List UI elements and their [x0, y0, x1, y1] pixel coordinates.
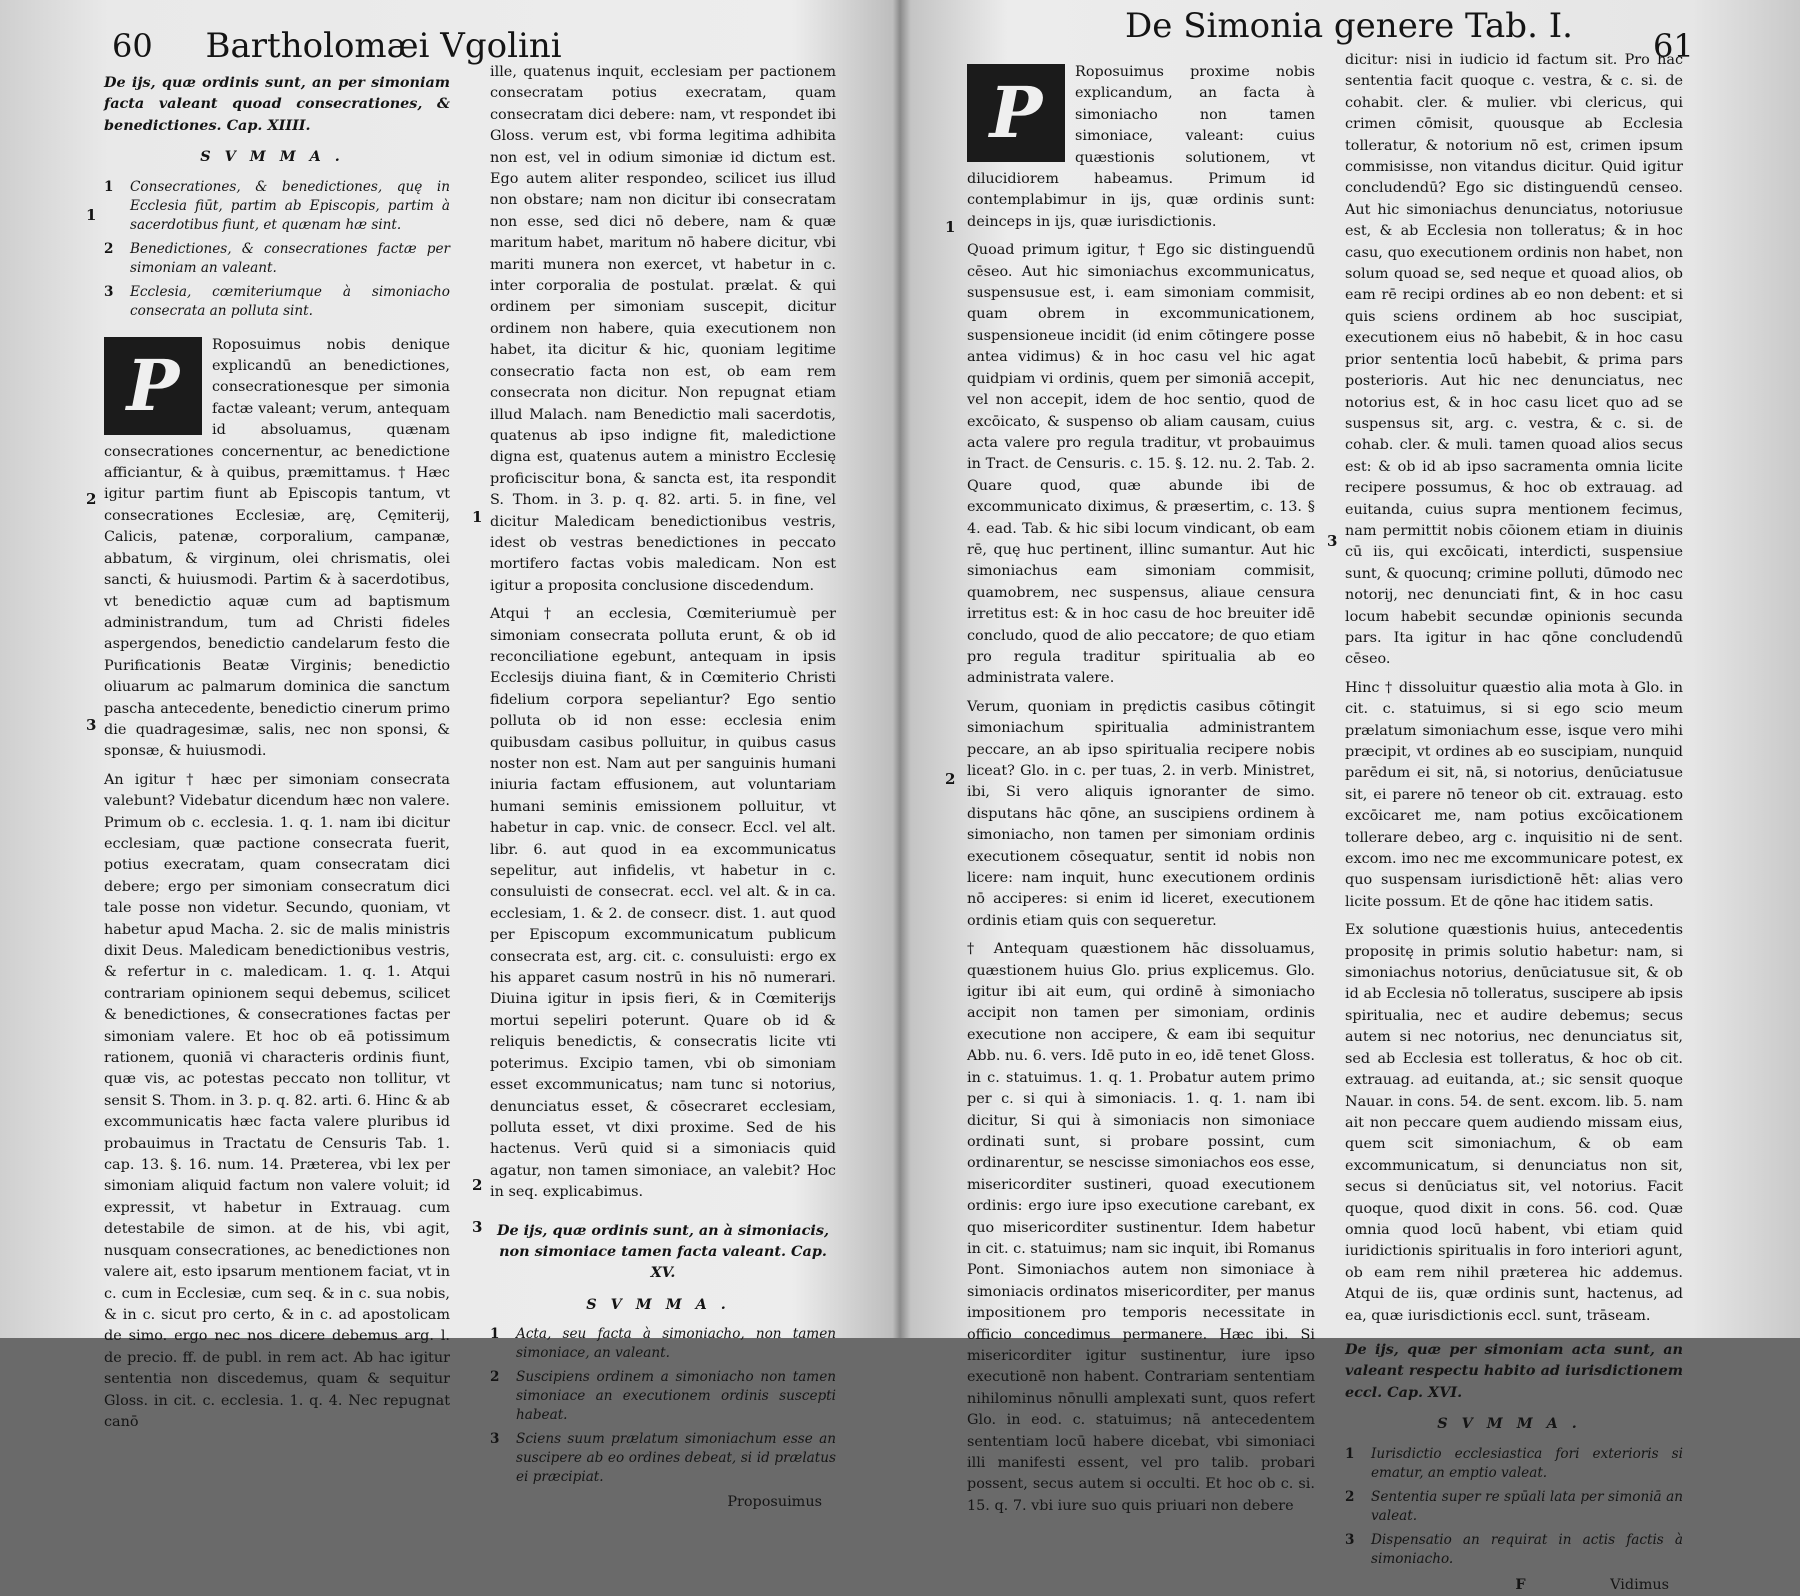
chapter-title-xiiii: De ijs, quæ ordinis sunt, an per simoniam facta valeant quoad consecrationes, & benedictiones. Cap. XIIII.	[104, 74, 450, 134]
paragraph: Quoad primum igitur, † Ego sic distinguendū cēseo. Aut hic simoniachus excommunicatus, suspensusue est, i. eam simoniam commisit, quam obrem in excommunicationem, suspensioneue incidit (id enim cōtingere posse antea vidimus) & in hoc casu vel hic agat quidpiam vi ordinis, quem per simoniā accepit, vel non accepit, idem de hoc sentio, quod de excōicato, & suspenso ob aliam causam, cuius acta valere pro regula traditur, vt probauimus in Tract. de Censuris. c. 15. §. 12. nu. 2. Tab. 2. Quare quod, quæ abunde ibi de excommunicato diximus, & præsertim, c. 13. § 4. ead. Tab. & hic sibi locum vindicant, ob eam rē, quę huc pertinent, illinc sumantur. Aut hic simoniachus eam simoniam commisit, quamobrem, nec suspensus, aliaue censura irretitus est: & in hoc casu de hoc breuiter idē concludo, quod de alio peccatore; de quo etiam pro regula traditur spiritualia ab eo administrata valere.	[967, 242, 1315, 687]
margin-number: 3	[1327, 532, 1338, 550]
paragraph: Ex solutione quæstionis huius, antecedentis propositę in primis solutio habetur: nam, si simoniachus notorius, denūciatusue sit, & ob id ab Ecclesia nō tolleratus, suscipere ab ipsis spiritualia, nec et audire debemus; secus autem si nec notorius, nec denunciatus sit, sed ab Ecclesia est tolleratus, & hoc ob cit. extrauag. ad euitanda, at.; sic sensit quoque Nauar. in cons. 54. de sent. excom. lib. 5. nam ait non peccare quem audiendo missam eius, quem scit simoniachum, & ob eam excommunicatum, si denunciatus non sit, secus si denūciatus sit, vel notorius. Facit quoque, quod dixit in cons. 56. cod. Quæ omnia quod locū habent, vbi etiam quid iuridictionis spiritualis in foro interiori agunt, ob eam rem nihil præterea hic addemus. Atqui de iis, quæ ordinis sunt, hactenus, ad ea, quæ iurisdictionis eccl. sunt, trāseam.	[1345, 922, 1683, 1324]
summa-heading: SVMMA.	[1437, 1415, 1591, 1433]
running-head-right-title: De Simonia genere Tab. I.	[1125, 6, 1573, 46]
margin-number: 1	[472, 508, 483, 526]
summary-item	[104, 240, 450, 278]
paragraph: † Antequam quæstionem hāc dissoluamus, quæstionem huius Glo. prius explicemus. Glo. igitur ibi ait eum, qui ordinē à simoniacho accipit non tamen per simoniam, ordinis executione non accipere, & eam ibi sequitur Abb. nu. 6. vers. Idē puto in eo, idē tenet Gloss. in c. statuimus. 1. q. 1. Probatur autem primo per c. si qui à simoniacis. 1. q. 1. nam ibi dicitur, Si qui à simoniacis non simoniace ordinati sunt, si probare possint, cum ordinarentur, se nescisse simoniachos eos esse, misericorditer sustineri, quoad executionem ordinis: ergo iure ipso executione carebant, ex quo misericorditer sustinentur. Idem habetur in cit. c. statuimus; nam sic inquit, ibi Romanus Pont. Simoniachos autem non simoniace à simoniacis ordinatos misericorditer, per manus impositionem pro temporis necessitate in officio concedimus permanere. Hæc ibi. Si misericorditer igitur sustinentur, iure ipso executionē non habent. Contrariam sententiam nihilominus nōnulli amplexati sunt, quos refert Glo. in eod. c. statuimus; nā antecedentem sententiam locū habere dicebat, vbi simoniaci illi manifesti essent, vel pro talib. probari possent, secus autem si occulti. Et hoc ob c. si. 15. q. 7. vbi iure suo quis priuari non debere	[967, 941, 1315, 1514]
signature-mark: F	[1515, 1575, 1526, 1593]
catchword: Proposuimus	[727, 1494, 822, 1511]
summary-item-text: Dispensatio an requirat in actis factis à simoniacho.	[1371, 1531, 1683, 1567]
left-page	[0, 0, 895, 1511]
summary-item-text: Suscipiens ordinem a simoniacho non tamen simoniace an executionem ordinis suscepti habeat.	[516, 1369, 836, 1424]
paragraph: dicitur: nisi in iudicio id factum sit. Pro hac sententia facit quoque c. vestra, & c. si. de cohabit. cler. & mulier. vbi clericus, qui crimen cōmisit, quousque ab Ecclesia tolleratur, & notorium nō est, crimen ipsum commisisse, non vitandus dicitur. Quid igitur concludendū? Ego sic distinguendū censeo. Aut hic simoniachus denunciatus, notoriusue est, & ab Ecclesia non tolleratus; & in hoc casu, quo executionem ordinis non habet, non solum quoad se, sed neque et quoad alios, ob eam rē recipi ordines ab eo non debent: et si quis sciens ordinem ab hoc suscipiat, executionem eius nō habebit, & in hoc casu prior sententia locū habebit, & prima pars posterioris. Aut hic nec denunciatus, nec notorius est, & in hoc casu licet quo ad se suspensus sit, arg. c. vestra, & c. si. de cohab. cler. & muli. tamen quoad alios secus est: & ob id ab ipso sacramenta omnia licite recipere possumus, & hoc ob extrauag. ad euitanda, cuius supra mentionem fecimus, nam permittit nobis cōionem etiam in diuinis cū iis, qui excōicati, interdicti, suspensiue sunt, & quocunq; crimine polluti, dūmodo nec notorij, nec denunciati fint, & in hoc casu locum habebit secundæ opinionis secunda pars. Ita igitur in hac qōne concludendū cēseo.	[1345, 52, 1683, 668]
paragraph-text: Roposuimus nobis denique explicandū an benedictiones, consecrationesque per simonia factæ valeant; verum, antequam id absoluamus, quænam consecrationes concernentur, ac benedictione afficiantur, & à quibus, præmittamus. † Hæc igitur partim fiunt ab Episcopis tantum, vt consecrationes Ecclesiæ, arę, Cęmiterij, Calicis, patenæ, corporalium, campanæ, abbatum, & virginum, olei chrismatis, olei sancti, & huiusmodi. Partim & à sacerdotibus, vt benedictio aquæ cum ad baptismum administrandum, tum ad Christi fideles aspergendos, benedictio candelarum festo die Purificationis Beatæ Virginis; benedictio oliuarum ac palmarum dominica die sanctum pascha antecedente, benedictio cinerum primo die quadragesimæ, salis, nec non sponsi, & sponsæ, & huiusmodi.	[104, 336, 450, 760]
summary-item-text: Benedictiones, & consecrationes factæ per simoniam an valeant.	[130, 240, 450, 276]
catchword-line	[1345, 1574, 1683, 1596]
running-head-left-title: Bartholomæi Vgolini	[205, 26, 562, 66]
margin-number: 1	[945, 218, 956, 236]
summary-item-number: 2	[490, 1369, 500, 1386]
chapter-title-xvi: De ijs, quæ per simoniam acta sunt, an valeant respectu habito ad iurisdictionem eccl. Cap. XVI.	[1345, 1340, 1683, 1401]
decorated-initial: P	[104, 337, 202, 435]
margin-number: 2	[472, 1176, 483, 1194]
summary-item-text: Acta, seu facta à simoniacho, non tamen simoniace, an valeant.	[516, 1326, 836, 1362]
margin-number: 2	[945, 770, 956, 788]
catchword: Vidimus	[1610, 1576, 1669, 1593]
summary-item-text: Sententia super re spūali lata per simoniā an valeat.	[1371, 1488, 1683, 1524]
margin-number: 2	[86, 490, 97, 508]
paragraph: Verum, quoniam in prędictis casibus cōtingit simoniachum spiritualia administrantem peccare, an ab ipso spiritualia recipere nobis liceat? Glo. in c. per tuas, 2. in verb. Ministret, ibi, Si vero aliquis ignoranter de simo. disputans hāc qōne, an suscipiens ordinem à simoniacho, non tamen per simoniam ordinis executionem cōsequatur, sentit id nobis non licere: nam inquit, hunc executionem ordinis nō acciperes: si enim id liceret, executionem ordinis etiam quis con sequeretur.	[967, 698, 1315, 929]
summary-item	[490, 1325, 836, 1363]
summa-heading: SVMMA.	[586, 1295, 740, 1313]
summary-item-number: 1	[104, 178, 114, 195]
decorated-initial: P	[967, 64, 1065, 162]
summary-item-number: 3	[1345, 1531, 1355, 1548]
left-column-2	[490, 62, 836, 1511]
summary-item	[1345, 1531, 1683, 1569]
paragraph: Hinc † dissoluitur quæstio alia mota à Glo. in cit. c. statuimus, si si ego scio meum prælatum simoniachum esse, isque vero mihi præcipit, vt ordines ab eo suscipiam, nunquid parēdum ei sit, nā, si notorius, denūciatusue sit, ei parere nō teneor ob cit. extrauag. esto excōicaret me, nam potius excōicationem tollerare debeo, arg c. inquisitio ni de sent. excom. imo nec me excommunicare potest, ex quo suspensam iurisdictionē hēt: alias vero licite possum. Et de qōne hac itidem satis.	[1345, 679, 1683, 910]
summary-item	[1345, 1488, 1683, 1526]
page-number-right: 61	[1653, 27, 1694, 65]
summary-item	[490, 1430, 836, 1487]
summary-item	[104, 178, 450, 235]
right-page	[905, 0, 1800, 1593]
margin-number: 1	[86, 206, 97, 224]
paragraph	[967, 62, 1315, 233]
summary-item-number: 1	[1345, 1445, 1355, 1462]
summary-item-text: Ecclesia, cœmiteriumque à simoniacho consecrata an polluta sint.	[130, 283, 450, 319]
summa-heading: SVMMA.	[200, 148, 354, 166]
summary-item	[490, 1368, 836, 1425]
summary-item-number: 1	[490, 1326, 500, 1343]
summary-item-text: Consecrationes, & benedictiones, quę in Ecclesia fiūt, partim ab Episcopis, partim à sacerdotibus fiunt, et quænam hæ sint.	[130, 178, 450, 233]
right-column-1	[967, 62, 1315, 1514]
running-head-right	[1125, 6, 1573, 46]
summary-item	[1345, 1445, 1683, 1483]
paragraph: ille, quatenus inquit, ecclesiam per pactionem consecratam potius execratam, quam consecratam dici debere: nam, vt respondet ibi Gloss. verum est, vbi forma legitima adhibita non est, vel in odium simoniæ id dictum est. Ego autem aliter respondeo, scilicet ius illud non obstare; nam non dicitur ibi consecratam non esse, sed dici nō debere, nam & quæ maritum habet, maritum nō habere dicitur, vbi mariti munera non exercet, vt habetur in c. inter corporalia de postulat. prælat. & qui ordinem per simoniam suscepit, dicitur ordinem non habere, quia executionem non habet, ita dicitur & hic, quoniam legitime consecratio facta non est, ob eam rem consecrata non dicitur. Non repugnat etiam illud Malach. nam Benedictio mali sacerdotis, quatenus ab ipso indigne fit, maledictione digna est, quatenus autem a ministro Ecclesię proficiscitur bona, & sancta est, ita respondit S. Thom. in 3. p. q. 82. arti. 5. in fine, vel dicitur Maledicam benedictionibus vestris, idest ob vestras benedictiones in peccato mortifero factas vobis maledicam. Non est igitur a proposita conclusione discedendum.	[490, 64, 836, 594]
summary-item-number: 2	[1345, 1488, 1355, 1505]
margin-number: 3	[472, 1218, 483, 1236]
summary-item-number: 2	[104, 240, 114, 257]
paragraph	[104, 335, 450, 763]
summary-item-number: 3	[490, 1431, 500, 1448]
summary-item-number: 3	[104, 283, 114, 300]
right-column-2	[1345, 50, 1683, 1593]
summary-item	[104, 283, 450, 321]
page-number-left: 60	[112, 27, 153, 65]
paragraph-text: Roposuimus proxime nobis explicandum, an facta à simoniacho non tamen simoniace, valeant: cuius quæstionis solutionem, vt dilucidiorem habeamus. Primum id contemplabimur in ijs, quæ ordinis sunt: deinceps in ijs, quæ iurisdictionis.	[967, 64, 1315, 230]
paragraph: An igitur † hæc per simoniam consecrata valebunt? Videbatur dicendum hæc non valere. Primum ob c. ecclesia. 1. q. 1. nam ibi dicitur ecclesiam, quæ pactione consecrata fuerit, potius execratam, quam consecratam dici debere; ergo per simoniam consecratum dici tale posse non videtur. Secundo, quoniam, vt habetur apud Macha. 2. sic de malis ministris dixit Deus. Maledicam benedictionibus vestris, & refertur in c. maledicam. 1. q. 1. Atqui contrariam opinionem sequi debemus, scilicet & benedictiones, & consecrationes factas per simoniam valere. Et hoc ob eā potissimum rationem, quoniā vi characteris ordinis fiunt, quæ vis, ac potestas peccato non tollitur, vt sensit S. Thom. in 3. p. q. 82. arti. 6. Hinc & ab excommunicatis hæc facta valere pluribus id probauimus in Tractatu de Censuris Tab. 1. cap. 13. §. 16. num. 14. Præterea, vbi lex per simoniam aliquid factum non valere voluit; id expressit, vt habetur in Extrauag. cum detestabile de simon. at de his, vbi agit, nusquam consecrationes, ac benedictiones non valere ait, esto ipsarum mentionem faciat, vt in c. cum in Ecclesiæ, cum seq. & in c. sua nobis, & in c. sicut pro certo, & in c. ad apostolicam de simo. ergo nec nos dicere debemus arg. l. de precio. ff. de publ. in rem act. Ab hac igitur sententia non discedemus, quam & sequitur Gloss. in cit. c. ecclesia. 1. q. 4. Nec repugnat canō	[104, 771, 450, 1430]
margin-number: 3	[86, 716, 97, 734]
summary-item-text: Iurisdictio ecclesiastica fori exterioris si ematur, an emptio valeat.	[1371, 1445, 1683, 1481]
paragraph: Atqui † an ecclesia, Cœmiteriumuè per simoniam consecrata polluta erunt, & ob id reconciliatione egebunt, antequam in ipsis Ecclesijs diuina fiant, & in Cœmiterio Christi fidelium corpora sepeliantur? Ego sentio polluta ob id non esse: ecclesia enim quibusdam casibus polluitur, in quibus casus noster non est. Nam aut per sanguinis humani iniuria factam effusionem, aut voluntariam humani seminis emissionem polluitur, vt habetur in cap. vnic. de consecr. Eccl. vel alt. libr. 6. aut quod in ea excommunicatus sepelitur, aut infidelis, vt habetur in c. consuluisti de consecrat. eccl. vel alt. & in ca. ecclesiam, 1. & 2. de consecr. dist. 1. aut quod per Episcopum excommunicatum publicum consecrata est, arg. cit. c. consuluisti: ergo ex his apparet casum nostrū in his nō numerari. Diuina igitur in ipsis fieri, & in Cœmiterijs mortui sepeliri poterunt. Quare ob id & reliquis benedictis, & consecratis licite vti poterimus. Excipio tamen, vbi ob simoniam esset excommunicatus; nam tunc si notorius, denunciatus esset, & cōsecraret ecclesiam, polluta esset, vt dixi proxime. Sed de his hactenus. Verū quid si a simoniacis quid agatur, non tamen simoniace, an valebit? Hoc in seq. explicabimus.	[490, 606, 836, 1201]
summary-item-text: Sciens suum prælatum simoniachum esse an suscipere ab eo ordines debeat, si id prælatus ei præcipiat.	[516, 1431, 836, 1486]
running-head-left	[112, 26, 562, 66]
chapter-title-xv: De ijs, quæ ordinis sunt, an à simoniacis, non simoniace tamen facta valeant. Cap. XV.	[497, 1221, 829, 1282]
left-column-1	[104, 72, 450, 1430]
